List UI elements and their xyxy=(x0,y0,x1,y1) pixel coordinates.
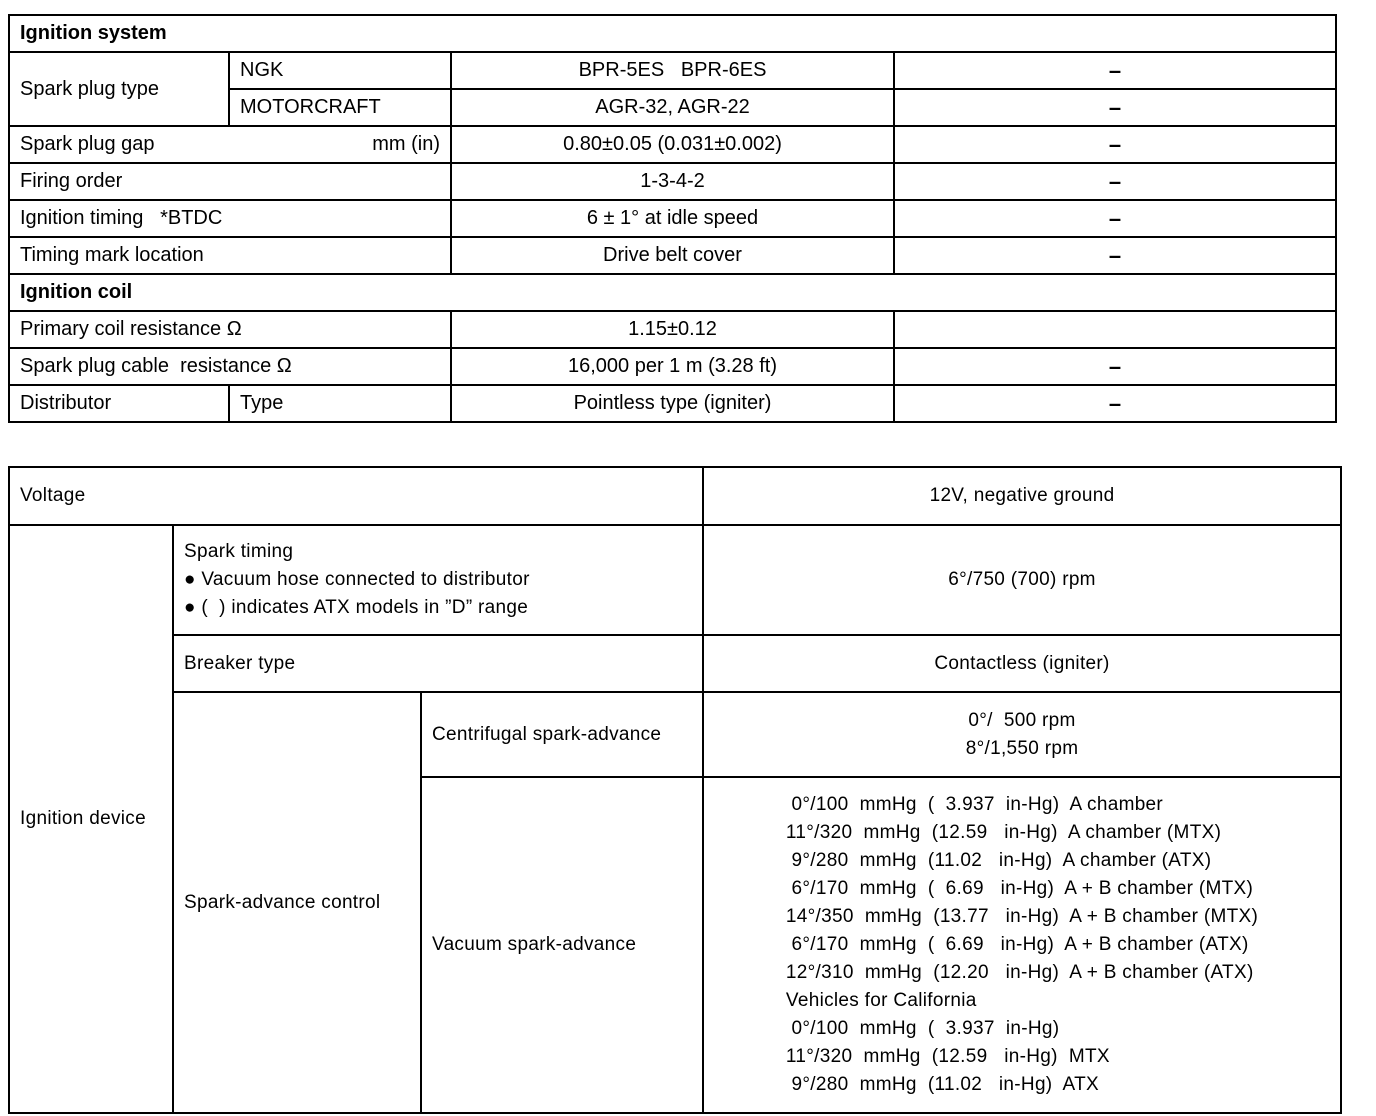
cable-resistance-label: Spark plug cable resistance Ω xyxy=(9,348,451,385)
ignition-timing-value: 6 ± 1° at idle speed xyxy=(451,200,894,237)
california-row: 0°/100 mmHg ( 3.937 in-Hg) xyxy=(785,1018,1060,1039)
california-row: 11°/320 mmHg (12.59 in-Hg) MTX xyxy=(785,1046,1110,1067)
table-row xyxy=(9,635,1341,692)
distributor-sub-label: Type xyxy=(229,385,451,422)
primary-coil-alt xyxy=(894,311,1336,348)
breaker-type-label: Breaker type xyxy=(173,635,703,692)
brand-motorcraft: MOTORCRAFT xyxy=(229,89,451,126)
vacuum-label: Vacuum spark-advance xyxy=(421,777,703,1113)
spark-plug-type-label: Spark plug type xyxy=(9,52,229,126)
timing-mark-value: Drive belt cover xyxy=(451,237,894,274)
brand-ngk: NGK xyxy=(229,52,451,89)
firing-order-alt: – xyxy=(894,163,1336,200)
section-header-row xyxy=(9,15,1336,52)
ignition-timing-alt: – xyxy=(894,200,1336,237)
centrifugal-values xyxy=(703,692,1341,777)
table-row xyxy=(9,692,1341,777)
vacuum-values xyxy=(703,777,1341,1113)
primary-coil-label: Primary coil resistance Ω xyxy=(9,311,451,348)
spark-plug-gap-label xyxy=(9,126,451,163)
table-row xyxy=(9,237,1336,274)
spark-timing-value: 6°/750 (700) rpm xyxy=(703,525,1341,635)
table-row xyxy=(9,525,1341,635)
spark-plug-gap-alt: – xyxy=(894,126,1336,163)
california-row: 9°/280 mmHg (11.02 in-Hg) ATX xyxy=(785,1074,1099,1095)
distributor-alt: – xyxy=(894,385,1336,422)
firing-order-label: Firing order xyxy=(9,163,451,200)
vacuum-row: 14°/350 mmHg (13.77 in-Hg) A + B chamber (MTX) xyxy=(785,906,1259,927)
timing-mark-alt: – xyxy=(894,237,1336,274)
spark-timing-title: Spark timing xyxy=(184,541,294,562)
table-row xyxy=(9,52,1336,89)
spark-plug-gap-unit: mm (in) xyxy=(372,133,440,155)
spark-timing-note-1: ● Vacuum hose connected to distributor xyxy=(184,569,530,590)
ignition-device-table xyxy=(8,466,1342,1114)
table-row xyxy=(9,200,1336,237)
voltage-value: 12V, negative ground xyxy=(703,467,1341,525)
ngk-value: BPR-5ES BPR-6ES xyxy=(451,52,894,89)
motorcraft-alt: – xyxy=(894,89,1336,126)
cable-resistance-value: 16,000 per 1 m (3.28 ft) xyxy=(451,348,894,385)
table-row xyxy=(9,467,1341,525)
timing-mark-label: Timing mark location xyxy=(9,237,451,274)
ignition-coil-title: Ignition coil xyxy=(9,274,1336,311)
voltage-label: Voltage xyxy=(9,467,703,525)
vacuum-row: 12°/310 mmHg (12.20 in-Hg) A + B chamber (ATX) xyxy=(785,962,1254,983)
ngk-alt: – xyxy=(894,52,1336,89)
vacuum-row: 11°/320 mmHg (12.59 in-Hg) A chamber (MTX) xyxy=(785,822,1222,843)
ignition-system-table xyxy=(8,14,1337,423)
spark-advance-control-label: Spark-advance control xyxy=(173,692,421,1113)
vacuum-row: 6°/170 mmHg ( 6.69 in-Hg) A + B chamber (ATX) xyxy=(785,934,1249,955)
centrifugal-value-1: 0°/ 500 rpm xyxy=(968,709,1076,731)
primary-coil-value: 1.15±0.12 xyxy=(451,311,894,348)
spark-timing-note-2: ● ( ) indicates ATX models in ”D” range xyxy=(184,597,529,618)
distributor-value: Pointless type (igniter) xyxy=(451,385,894,422)
centrifugal-value-2: 8°/1,550 rpm xyxy=(965,737,1079,759)
ignition-timing-label: Ignition timing *BTDC xyxy=(9,200,451,237)
vacuum-values-block xyxy=(786,791,1258,1099)
section-header-row xyxy=(9,274,1336,311)
vacuum-row: 9°/280 mmHg (11.02 in-Hg) A chamber (ATX) xyxy=(785,850,1212,871)
distributor-label: Distributor xyxy=(9,385,229,422)
firing-order-value: 1-3-4-2 xyxy=(451,163,894,200)
breaker-type-value: Contactless (igniter) xyxy=(703,635,1341,692)
spark-plug-gap-text: Spark plug gap xyxy=(20,133,155,155)
vacuum-row: 6°/170 mmHg ( 6.69 in-Hg) A + B chamber (MTX) xyxy=(785,878,1254,899)
spark-timing-label xyxy=(173,525,703,635)
centrifugal-label: Centrifugal spark-advance xyxy=(421,692,703,777)
table-row xyxy=(9,385,1336,422)
table-row xyxy=(9,163,1336,200)
section-title: Ignition system xyxy=(9,15,1336,52)
table-row xyxy=(9,348,1336,385)
cable-resistance-alt: – xyxy=(894,348,1336,385)
ignition-device-label: Ignition device xyxy=(9,525,173,1113)
motorcraft-value: AGR-32, AGR-22 xyxy=(451,89,894,126)
table-row xyxy=(9,311,1336,348)
spark-plug-gap-value: 0.80±0.05 (0.031±0.002) xyxy=(451,126,894,163)
table-row xyxy=(9,126,1336,163)
california-label: Vehicles for California xyxy=(785,990,977,1011)
vacuum-row: 0°/100 mmHg ( 3.937 in-Hg) A chamber xyxy=(785,794,1164,815)
